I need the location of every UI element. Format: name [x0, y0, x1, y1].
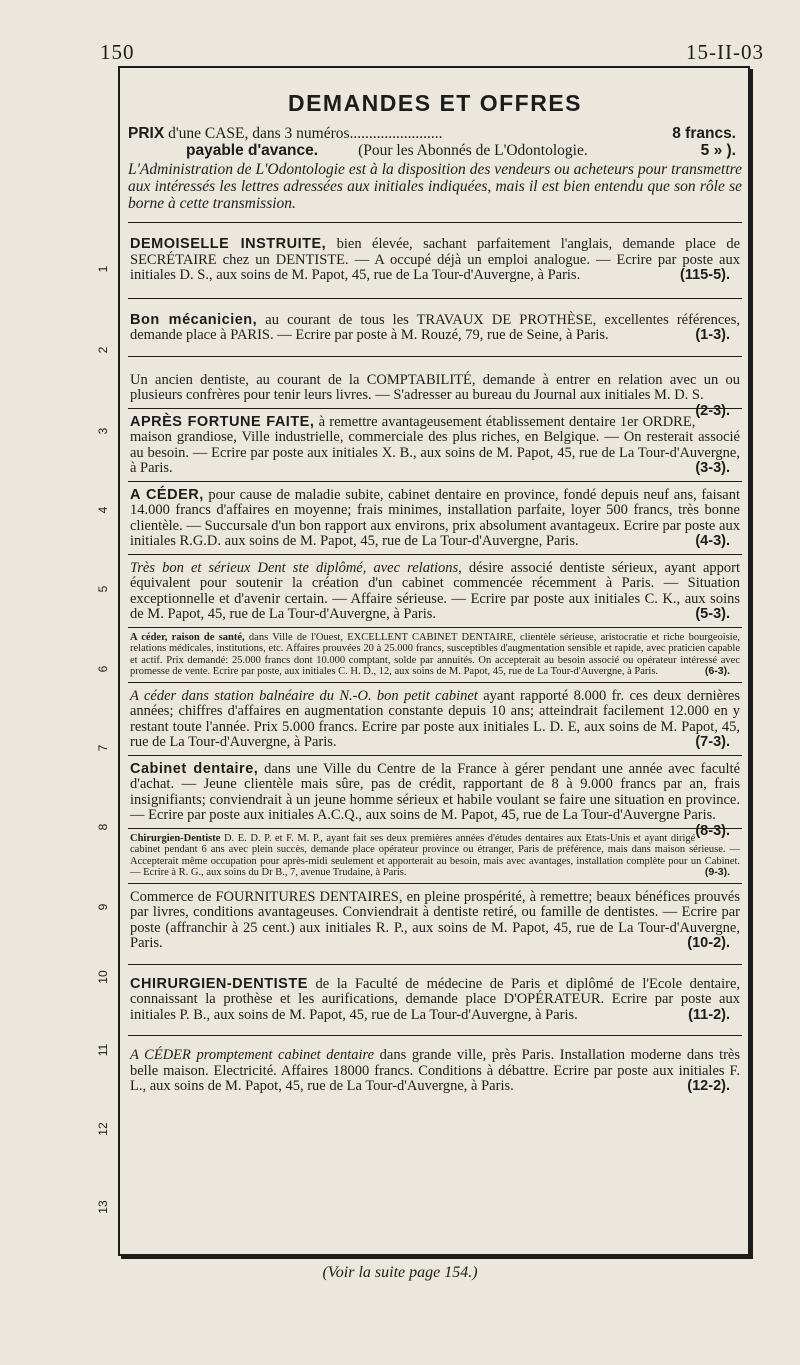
ad-ref: (2-3).	[695, 402, 730, 419]
ad-ref: (115-5).	[680, 267, 730, 283]
ad-11	[128, 884, 742, 956]
ad-lead: APRÈS FORTUNE FAITE,	[130, 413, 315, 430]
margin-number: 13	[96, 1200, 110, 1214]
ad-lead: Commerce de FOURNITURES DENTAIRES,	[130, 888, 403, 905]
subscribers-amount: 5 » ).	[700, 142, 736, 159]
ad-text: de la Faculté de médecine de Paris et diplômé de l'Ecole dentaire, connaissant la prothèse et les aurifications, demande place D'OPÉRATEUR. Ecrire par poste aux initiales P. B., aux soins de M. Papot, 45, rue de La Tour-d'Auvergne, à Paris.	[130, 975, 740, 1023]
ads-frame	[118, 66, 750, 1256]
ad-3	[128, 357, 742, 419]
margin-number: 9	[96, 903, 110, 911]
ad-13	[128, 1036, 742, 1099]
ad-lead: DEMOISELLE INSTRUITE,	[130, 236, 327, 252]
ad-ref: (1-3).	[695, 327, 730, 343]
section-title: DEMANDES ET OFFRES	[287, 90, 583, 116]
payable-text: payable d'avance.	[186, 142, 319, 159]
price-key: PRIX	[128, 125, 165, 142]
ad-lead: A céder, raison de santé,	[130, 631, 245, 643]
ad-text: à remettre avantageusement établissement dentaire 1er ORDRE, maison grandiose, Ville industrielle, commerciale des plus riches, en Belgique. — On resterait associé au besoin. — Ecrire par poste aux initiales X. B., aux soins de M. Papot, 45, rue de La Tour-d'Auvergne, à Paris.	[130, 413, 740, 476]
ad-8	[128, 683, 742, 755]
ad-ref: (8-3).	[695, 822, 730, 839]
ad-2	[128, 299, 742, 348]
ad-lead: Un ancien dentiste,	[130, 371, 249, 388]
price-dots: ........................	[349, 125, 443, 142]
ad-text: bien élevée, sachant parfaitement l'anglais, demande place de SECRÉTAIRE chez un DENTISTE. — A occupé déjà un emploi analogue. — Ecrire par poste aux initiales D. S., aux soins de M. Papot, 45, rue de La Tour-d'Auvergne, à Paris.	[130, 236, 740, 283]
margin-number: 8	[96, 823, 110, 831]
ad-ref: (9-3).	[704, 866, 730, 878]
margin-number: 4	[96, 506, 110, 514]
margin-number: 10	[96, 970, 110, 984]
margin-number: 5	[96, 585, 110, 593]
ad-text: dans une Ville du Centre de la France à gérer pendant une année avec faculté d'achat. — Jeune clientèle mais sûre, pas de crédit, rapportant de 8 à 9.000 francs par an, frais insignifiants; conviendrait à un jeune homme sérieux et habile voulant se faire une situation en province. — Ecrire par poste aux initiales A.C.Q., aux soins de M. Papot, 45, rue de La Tour-d'Auvergne Paris.	[130, 760, 740, 823]
ad-4	[128, 409, 742, 481]
ad-text: ayant rapporté 8.000 fr. ces deux dernières années; chiffres d'affaires en augmentation constante depuis 10 ans; atteindrait facilement 12.000 en y restant toute l'année. Prix 5.000 francs. Ecrire par poste aux initiales L. D. E, aux soins de M. Papot, 45, rue de La Tour-d'Auvergne, à Paris.	[130, 687, 740, 750]
ad-lead: Bon mécanicien,	[130, 311, 258, 328]
ad-lead: A céder dans station balnéaire du N.-O. bon petit cabinet	[130, 687, 478, 704]
page-date: 15-II-03	[686, 40, 764, 64]
continued-note: (Voir la suite page 154.)	[322, 1264, 478, 1281]
price-amount: 8 francs.	[672, 125, 736, 142]
ad-lead: Chirurgien-Dentiste	[130, 832, 221, 844]
price-line	[128, 125, 742, 142]
ad-5	[128, 482, 742, 554]
ad-ref: (5-3).	[695, 606, 730, 622]
margin-number: 6	[96, 665, 110, 673]
ad-ref: (10-2).	[687, 935, 730, 951]
ad-lead: A CÉDER promptement cabinet dentaire	[130, 1047, 375, 1063]
payable-line	[128, 142, 742, 159]
ad-ref: (3-3).	[695, 460, 730, 476]
ad-1	[128, 223, 742, 288]
ad-text: pour cause de maladie subite, cabinet dentaire en province, fondé depuis neuf ans, faisant 14.000 francs d'affaires en moyenne; frais minimes, installation parfaite, loyer 500 francs, très bonne clientèle. — Succursale d'un bon rapport aux environs, prix absolument avantageux. Ecrire par poste aux initiales R.G.D. aux soins de M. Papot, 45, rue de La Tour-d'Auvergne, Paris.	[130, 486, 740, 549]
page-number: 150	[100, 40, 135, 64]
ad-text: dans Ville de l'Ouest, EXCELLENT CABINET DENTAIRE, clientèle sérieuse, aristocratie et riche bourgeoisie, relations médicales, institutions, etc. Affaires prouvées 20 à 25.000 francs, susceptibles d'augmentation sensible et rapide, avec praticien capable et actif. Prix demandé: 25.000 francs dont 10.000 comptant, solde par annuités. On accepterait au besoin associé ou opérateur intéressé avec promesse de vente. Ecrire par poste, aux initiales C. H. D., 12, aux soins de M. Papot, 45, rue de La Tour-d'Auvergne, à Paris.	[130, 631, 740, 677]
ad-text: désire associé dentiste sérieux, ayant apport équivalent pour soutenir la création d'un cabinet commencée récemment à Paris. — Situation exceptionnelle et d'avenir certain. — Affaire sérieuse. — Ecrire par poste aux initiales C. K., aux soins de M. Papot, 45, rue de La Tour-d'Auvergne, à Paris.	[130, 559, 740, 622]
ad-text: dans grande ville, près Paris. Installation moderne dans très belle maison. Electricité. Affaires 18000 francs. Conditions à débattre. Ecrire par poste aux initiales F. L., aux soins de M. Papot, 45, rue de La Tour-d'Auvergne, à Paris.	[130, 1047, 741, 1094]
ad-text: au courant de tous les TRAVAUX DE PROTHÈSE, excellentes références, demande place à PARIS. — Ecrire par poste à M. Rouzé, 79, rue de Seine, à Paris.	[130, 311, 740, 343]
ad-lead: Très bon et sérieux Dent ste diplômé, avec relations,	[130, 559, 462, 576]
margin-number: 11	[96, 1043, 110, 1057]
ad-text: D. E. D. P. et F. M. P., ayant fait ses deux premières années d'études dentaires aux Etats-Unis et ayant dirigé cabinet pendant 6 ans avec plein succès, demande place opérateur province ou étranger, Paris de préférence, mais dans maison sérieuse. — Accepterait même occupation pour après-midi seulement et apporterait au besoin, mais avec avantages, installation complète pour un Cabinet. — Ecrire à R. G., aux soins du Dr B., 7, avenue Trudaine, à Paris.	[130, 832, 740, 878]
ad-6	[128, 555, 742, 627]
margin-number: 3	[96, 427, 110, 435]
ad-text: en pleine prospérité, à remettre; beaux bénéfices prouvés par livres, conditions avantageuses. Conviendrait à dentiste retiré, ou famille de dentistes. — Ecrire par poste (affranchir à 25 cent.) aux initiales R. P., aux soins de M. Papot, 45, rue de La Tour-d'Auvergne, Paris.	[130, 888, 740, 951]
price-text: d'une CASE, dans 3 numéros	[168, 125, 350, 142]
ad-ref: (6-3).	[704, 665, 730, 677]
ad-lead: Cabinet dentaire,	[130, 760, 259, 777]
margin-number: 1	[96, 265, 110, 273]
ad-ref: (7-3).	[695, 734, 730, 750]
ad-ref: (11-2).	[688, 1006, 730, 1023]
ad-lead: A CÉDER,	[130, 486, 204, 503]
ad-lead: CHIRURGIEN-DENTISTE	[130, 975, 308, 992]
ad-10	[128, 829, 742, 883]
subscribers-text: (Pour les Abonnés de L'Odontologie.	[358, 142, 588, 159]
margin-number: 7	[96, 744, 110, 752]
intro-notice: L'Administration de L'Odontologie est à la disposition des vendeurs ou acheteurs pour transmettre aux intéressés les lettres adressées aux initiales indiquées, mais il est bien entendu que son rôle se borne à cette transmission.	[128, 161, 742, 212]
margin-number: 2	[96, 346, 110, 354]
margin-number: 12	[96, 1122, 110, 1136]
ad-text: au courant de la COMPTABILITÉ, demande à entrer en relation avec un ou plusieurs confrères pour tenir leurs livres. — S'adresser au bureau du Journal aux initiales M. D. S.	[130, 371, 740, 403]
ad-7	[128, 628, 742, 682]
ad-12	[128, 965, 742, 1028]
ad-ref: (4-3).	[695, 533, 730, 549]
ad-ref: (12-2).	[687, 1078, 730, 1094]
